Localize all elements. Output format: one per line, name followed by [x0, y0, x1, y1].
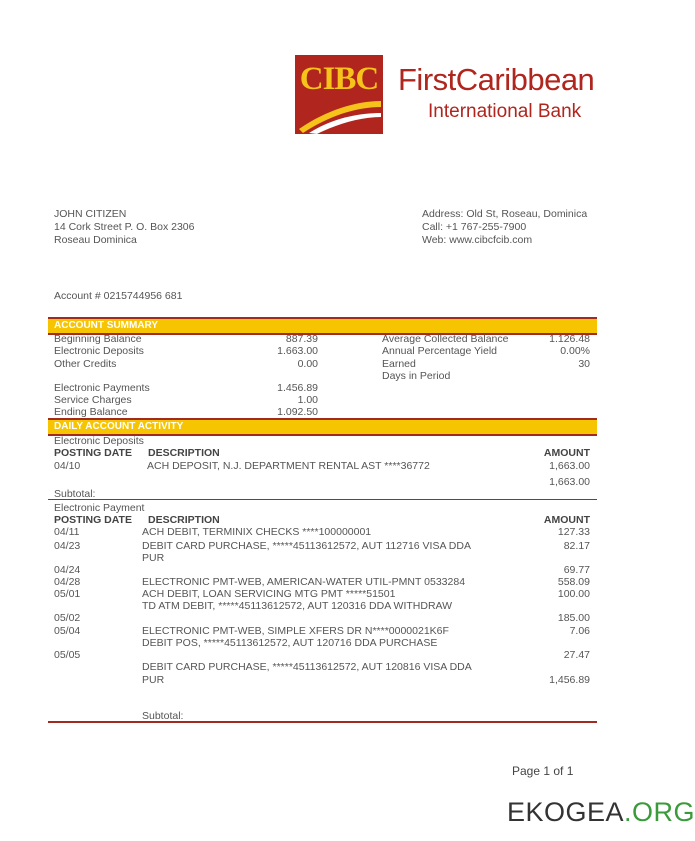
customer-street: 14 Cork Street P. O. Box 2306 — [54, 221, 195, 233]
payment-amount: 7.06 — [569, 625, 590, 637]
summary-value: 1.663.00 — [277, 345, 318, 357]
payments-total: 1,456.89 — [549, 674, 590, 686]
deposits-subtotal-label: Subtotal: — [54, 488, 96, 500]
deposit-desc: ACH DEPOSIT, N.J. DEPARTMENT RENTAL AST ****36772 — [147, 460, 430, 472]
daily-activity-title: DAILY ACCOUNT ACTIVITY — [54, 421, 184, 432]
page-number: Page 1 of 1 — [512, 764, 574, 778]
payment-amount: 558.09 — [557, 576, 590, 588]
payment-date: 04/24 — [54, 564, 81, 576]
payment-desc: PUR — [142, 552, 165, 564]
payment-desc: ELECTRONIC PMT-WEB, AMERICAN-WATER UTIL-PMNT 0533284 — [142, 576, 466, 588]
payment-desc: DEBIT POS, *****45113612572, AUT 120716 DDA PURCHASE — [142, 637, 438, 649]
payment-desc: ACH DEBIT, TERMINIX CHECKS ****100000001 — [142, 526, 372, 538]
summary-value: 30 — [578, 358, 590, 370]
logo-swoosh-icon — [295, 55, 383, 134]
summary-value: 1.092.50 — [277, 406, 318, 418]
bank-web: Web: www.cibcfcib.com — [422, 234, 533, 246]
summary-label: Service Charges — [54, 394, 132, 406]
bank-subname: International Bank — [428, 101, 582, 122]
summary-label: Average Collected Balance — [382, 333, 509, 345]
bank-name: FirstCaribbean — [398, 62, 595, 97]
summary-value: 1.456.89 — [277, 382, 318, 394]
summary-label: Ending Balance — [54, 406, 128, 418]
col-description: DESCRIPTION — [148, 514, 220, 526]
payment-amount: 27.47 — [563, 649, 590, 661]
payment-amount: 100.00 — [557, 588, 590, 600]
deposit-amount: 1,663.00 — [549, 460, 590, 472]
payment-desc: DEBIT CARD PURCHASE, *****45113612572, AUT 112716 VISA DDA — [142, 540, 471, 552]
payment-date: 04/11 — [54, 526, 80, 538]
summary-label: Electronic Payments — [54, 382, 150, 394]
bank-logo — [295, 55, 383, 134]
summary-value: 1.00 — [297, 394, 318, 406]
payments-subtotal-label: Subtotal: — [142, 710, 184, 722]
summary-value: 0.00% — [560, 345, 590, 357]
customer-city: Roseau Dominica — [54, 234, 137, 246]
payment-amount: 82.17 — [563, 540, 590, 552]
col-amount: AMOUNT — [543, 447, 590, 459]
payment-desc: TD ATM DEBIT, *****45113612572, AUT 120316 DDA WITHDRAW — [142, 600, 453, 612]
payment-desc: ACH DEBIT, LOAN SERVICING MTG PMT *****51501 — [142, 588, 396, 600]
deposits-caption: Electronic Deposits — [54, 435, 144, 447]
payment-desc: DEBIT CARD PURCHASE, *****45113612572, AUT 120816 VISA DDA — [142, 661, 472, 673]
summary-label: Days in Period — [382, 370, 451, 382]
account-number: Account # 0215744956 681 — [54, 290, 183, 302]
watermark-name: EKOGEA — [507, 797, 625, 827]
payment-desc: PUR — [142, 674, 165, 686]
deposits-divider — [48, 499, 597, 500]
col-amount: AMOUNT — [543, 514, 590, 526]
summary-label: Annual Percentage Yield — [382, 345, 498, 357]
customer-name: JOHN CITIZEN — [54, 208, 127, 220]
summary-label: Other Credits — [54, 358, 117, 370]
payment-amount: 127.33 — [557, 526, 590, 538]
payment-amount: 69.77 — [563, 564, 590, 576]
payment-date: 05/02 — [54, 612, 81, 624]
deposit-date: 04/10 — [54, 460, 81, 472]
col-description: DESCRIPTION — [148, 447, 220, 459]
summary-value: 1.126.48 — [549, 333, 590, 345]
payment-date: 04/28 — [54, 576, 81, 588]
payments-caption: Electronic Payment — [54, 502, 145, 514]
payment-amount: 185.00 — [557, 612, 590, 624]
payment-desc: ELECTRONIC PMT-WEB, SIMPLE XFERS DR N****0000021K6F — [142, 625, 449, 637]
summary-label: Beginning Balance — [54, 333, 142, 345]
bank-address: Address: Old St, Roseau, Dominica — [422, 208, 588, 220]
summary-label: Earned — [382, 358, 416, 370]
account-summary-title: ACCOUNT SUMMARY — [54, 320, 159, 331]
payment-date: 05/04 — [54, 625, 81, 637]
payment-date: 04/23 — [54, 540, 81, 552]
col-posting-date: POSTING DATE — [54, 447, 132, 459]
payment-date: 05/05 — [54, 649, 81, 661]
deposits-total: 1,663.00 — [549, 476, 590, 488]
summary-label: Electronic Deposits — [54, 345, 144, 357]
payments-divider — [48, 721, 597, 723]
col-posting-date: POSTING DATE — [54, 514, 132, 526]
logo-text: CIBC — [299, 61, 379, 97]
summary-value: 887.39 — [285, 333, 318, 345]
bank-phone: Call: +1 767-255-7900 — [422, 221, 527, 233]
daily-activity-bar — [48, 418, 597, 436]
watermark — [507, 797, 695, 828]
payment-date: 05/01 — [54, 588, 81, 600]
summary-value: 0.00 — [297, 358, 318, 370]
watermark-tld: .ORG — [624, 797, 695, 827]
